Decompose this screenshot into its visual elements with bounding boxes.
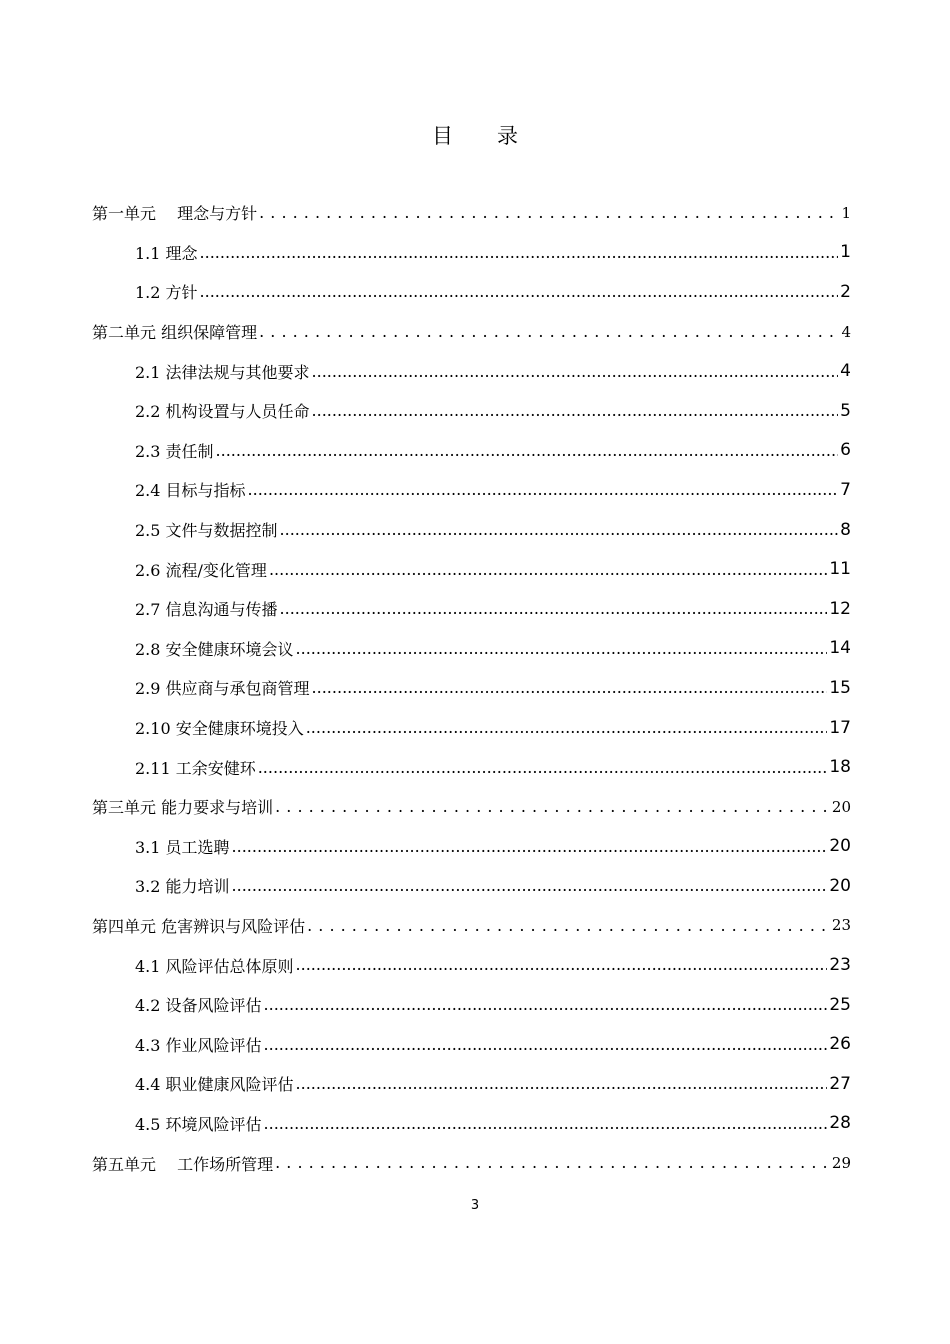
toc-entry-label: 2.10 安全健康环境投入 xyxy=(135,719,304,739)
toc-dot-leader xyxy=(264,1114,828,1133)
toc-dot-leader xyxy=(248,480,839,499)
toc-entry-page-number: 23 xyxy=(829,955,851,976)
toc-entry-page-number: 8 xyxy=(840,519,851,540)
toc-entry-page-number: 5 xyxy=(840,400,851,421)
toc-section-entry[interactable] xyxy=(135,589,851,629)
toc-entry-page-number: 23 xyxy=(831,916,851,935)
toc-section-entry[interactable] xyxy=(135,391,851,431)
toc-entry-page-number: 4 xyxy=(841,322,851,341)
toc-section-entry[interactable] xyxy=(135,431,851,471)
toc-section-entry[interactable] xyxy=(135,510,851,550)
toc-dot-leader xyxy=(296,1074,828,1093)
toc-entry-page-number: 20 xyxy=(829,875,851,896)
toc-entry-label: 3.1 员工选聘 xyxy=(135,837,230,857)
toc-entry-page-number: 17 xyxy=(829,717,851,738)
toc-entry-label: 2.2 机构设置与人员任命 xyxy=(135,402,310,422)
toc-entry-label: 4.4 职业健康风险评估 xyxy=(135,1075,294,1095)
toc-entry-label: 2.7 信息沟通与传播 xyxy=(135,600,278,620)
toc-entry-page-number: 11 xyxy=(829,559,851,580)
toc-section-entry[interactable] xyxy=(135,272,851,312)
toc-entry-page-number: 25 xyxy=(829,994,851,1015)
toc-dot-leader xyxy=(312,678,828,697)
toc-section-entry[interactable] xyxy=(135,629,851,669)
toc-entry-label: 4.5 环境风险评估 xyxy=(135,1114,262,1134)
toc-entry-label: 3.2 能力培训 xyxy=(135,877,230,897)
toc-entry-page-number: 1 xyxy=(840,242,851,263)
toc-entry-label: 2.1 法律法规与其他要求 xyxy=(135,362,310,382)
toc-entry-label: 第二单元 组织保障管理 xyxy=(92,323,258,343)
toc-dot-leader xyxy=(275,797,830,816)
toc-dot-leader xyxy=(280,520,839,539)
toc-dot-leader xyxy=(264,995,828,1014)
toc-section-entry[interactable] xyxy=(135,1104,851,1144)
toc-dot-leader xyxy=(307,916,830,935)
toc-title xyxy=(0,120,950,150)
toc-dot-leader xyxy=(275,1153,830,1172)
toc-entry-label: 2.8 安全健康环境会议 xyxy=(135,639,294,659)
toc-dot-leader xyxy=(232,837,828,856)
page-number: 3 xyxy=(470,1198,480,1213)
toc-dot-leader xyxy=(280,599,828,618)
toc-dot-leader xyxy=(232,876,828,895)
toc-section-entry[interactable] xyxy=(135,233,851,273)
toc-entry-page-number: 28 xyxy=(829,1113,851,1134)
toc-dot-leader xyxy=(312,362,839,381)
toc-entry-label: 1.2 方针 xyxy=(135,283,198,303)
toc-section-entry[interactable] xyxy=(135,708,851,748)
toc-entry-label: 2.6 流程/变化管理 xyxy=(135,560,267,580)
toc-dot-leader xyxy=(259,322,839,341)
toc-entry-label: 2.3 责任制 xyxy=(135,441,214,461)
toc-section-entry[interactable] xyxy=(135,945,851,985)
toc-dot-leader xyxy=(296,955,828,974)
toc-entry-label: 2.11 工余安健环 xyxy=(135,758,256,778)
toc-dot-leader xyxy=(258,758,828,777)
toc-dot-leader xyxy=(259,203,839,222)
toc-entry-label: 4.3 作业风险评估 xyxy=(135,1035,262,1055)
toc-entry-page-number: 1 xyxy=(841,203,851,222)
toc-entry-page-number: 26 xyxy=(829,1034,851,1055)
toc-entry-label: 第四单元 危害辨识与风险评估 xyxy=(92,916,306,936)
toc-entry-label: 2.4 目标与指标 xyxy=(135,481,246,501)
toc-entry-label: 2.5 文件与数据控制 xyxy=(135,521,278,541)
toc-unit-entry[interactable] xyxy=(92,787,851,827)
toc-entry-label: 第一单元 理念与方针 xyxy=(92,204,258,224)
toc-dot-leader xyxy=(306,718,828,737)
toc-dot-leader xyxy=(200,282,839,301)
toc-entry-page-number: 7 xyxy=(840,479,851,500)
toc-unit-entry[interactable] xyxy=(92,906,851,946)
toc-list xyxy=(0,193,950,1183)
toc-dot-leader xyxy=(312,401,839,420)
toc-entry-label: 4.1 风险评估总体原则 xyxy=(135,956,294,976)
toc-entry-label: 2.9 供应商与承包商管理 xyxy=(135,679,310,699)
toc-entry-label: 第三单元 能力要求与培训 xyxy=(92,798,274,818)
toc-dot-leader xyxy=(296,639,828,658)
toc-section-entry[interactable] xyxy=(135,866,851,906)
toc-section-entry[interactable] xyxy=(135,1024,851,1064)
toc-entry-page-number: 12 xyxy=(829,598,851,619)
toc-entry-page-number: 14 xyxy=(829,638,851,659)
toc-section-entry[interactable] xyxy=(135,668,851,708)
toc-section-entry[interactable] xyxy=(135,549,851,589)
toc-entry-label: 第五单元 工作场所管理 xyxy=(92,1154,274,1174)
toc-section-entry[interactable] xyxy=(135,470,851,510)
toc-dot-leader xyxy=(200,243,839,262)
toc-entry-label: 4.2 设备风险评估 xyxy=(135,996,262,1016)
toc-section-entry[interactable] xyxy=(135,351,851,391)
toc-title-char-1: 目 xyxy=(432,124,453,148)
toc-entry-label: 1.1 理念 xyxy=(135,243,198,263)
toc-dot-leader xyxy=(264,1035,828,1054)
toc-entry-page-number: 4 xyxy=(840,361,851,382)
toc-section-entry[interactable] xyxy=(135,747,851,787)
toc-entry-page-number: 18 xyxy=(829,757,851,778)
toc-unit-entry[interactable] xyxy=(92,312,851,352)
toc-section-entry[interactable] xyxy=(135,985,851,1025)
toc-entry-page-number: 20 xyxy=(829,836,851,857)
toc-dot-leader xyxy=(216,441,839,460)
toc-entry-page-number: 6 xyxy=(840,440,851,461)
toc-title-char-2: 录 xyxy=(497,124,518,148)
toc-entry-page-number: 29 xyxy=(831,1154,851,1173)
toc-entry-page-number: 15 xyxy=(829,677,851,698)
toc-entry-page-number: 27 xyxy=(829,1073,851,1094)
toc-section-entry[interactable] xyxy=(135,827,851,867)
toc-unit-entry[interactable] xyxy=(92,193,851,233)
toc-entry-page-number: 20 xyxy=(831,797,851,816)
toc-dot-leader xyxy=(269,560,827,579)
toc-entry-page-number: 2 xyxy=(840,281,851,302)
toc-unit-entry[interactable] xyxy=(92,1143,851,1183)
toc-section-entry[interactable] xyxy=(135,1064,851,1104)
